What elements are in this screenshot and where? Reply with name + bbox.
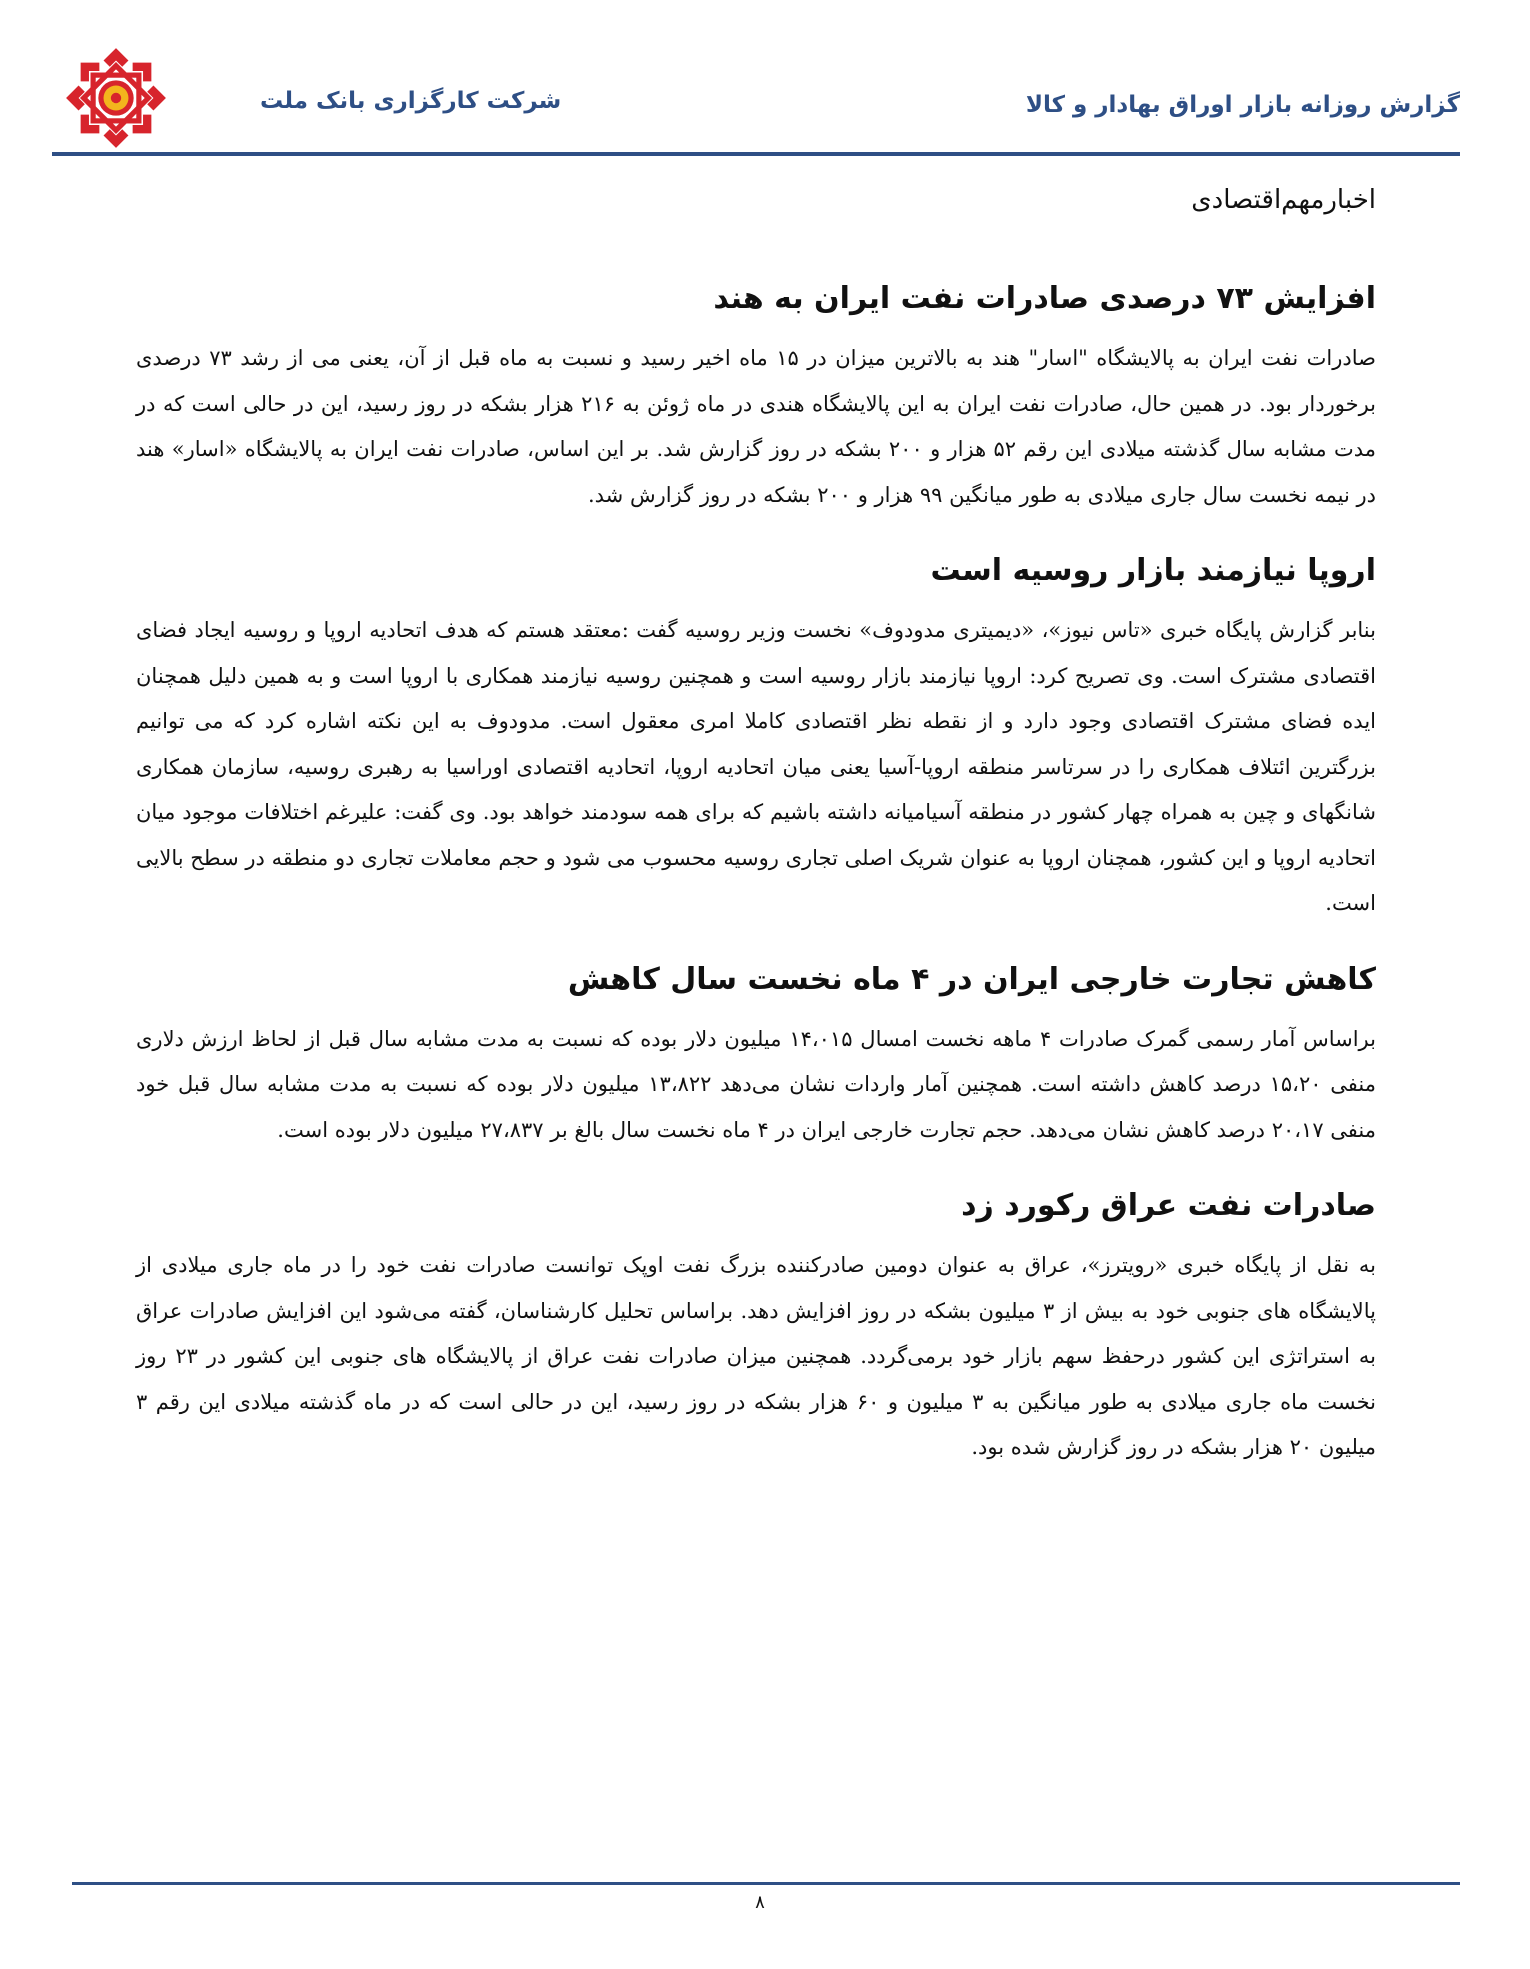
article-body: بنابر گزارش پایگاه خبری «تاس نیوز»، «دیمیتری مدودوف» نخست وزیر روسیه گفت :معتقد هستم که هدف اتحادیه اروپا و روسیه ایجاد فضای اقتصادی مشترک است. وی تصریح کرد: اروپا نیازمند بازار روسیه است و همچنین روسیه نیازمند همکاری با اروپا است و به همین دلیل همچنان ایده فضای مشترک اقتصادی وجود دارد و از نقطه نظر اقتصادی کاملا امری معقول است. مدودوف به این نکته اشاره کرد که می توانیم بزرگترین ائتلاف همکاری را در سرتاسر منطقه اروپا-آسیا یعنی میان اتحادیه اروپا، اتحادیه اقتصادی اوراسیا به رهبری روسیه، سازمان همکاری شانگهای و چین به همراه چهار کشور در منطقه آسیامیانه داشته باشیم که برای همه سودمند خواهد بود. وی گفت: علیرغم اختلافات موجود میان اتحادیه اروپا و این کشور، همچنان اروپا به عنوان شریک اصلی تجاری روسیه محسوب می شود و حجم معاملات تجاری دو منطقه در سطح بالایی است. (136, 618, 1376, 915)
bank-mellat-logo-icon (64, 46, 168, 150)
article-body: به نقل از پایگاه خبری «رویترز»، عراق به عنوان دومین صادرکننده بزرگ نفت اوپک توانست صادرات نفت خود را در ماه جاری میلادی از پالایشگاه های جنوبی خود به بیش از ۳ میلیون بشکه در روز افزایش دهد. براساس تحلیل کارشناسان، گفته می‌شود این افزایش صادرات عراق به استراتژی این کشور درحفظ سهم بازار خود برمی‌گردد. همچنین میزان صادرات نفت عراق از پالایشگاه های جنوبی این کشور در ۲۳ روز نخست ماه جاری میلادی به طور میانگین به ۳ میلیون و ۶۰ هزار بشکه در روز رسید، این در حالی است که در ماه گذشته میلادی این رقم ۳ میلیون ۲۰ هزار بشکه در روز گزارش شده بود. (136, 1253, 1377, 1459)
article-body: صادرات نفت ایران به پالایشگاه "اسار" هند به بالاترین میزان در ۱۵ ماه اخیر رسید و نسبت به ماه قبل از آن، یعنی می از رشد ۷۳ درصدی برخوردار بود. در همین حال، صادرات نفت ایران به این پالایشگاه هندی در ماه ژوئن به ۲۱۶ هزار بشکه در روز رسید، این در حالی است که در مدت مشابه سال گذشته میلادی این رقم ۵۲ هزار و ۲۰۰ بشکه در روز گزارش شد. بر این اساس، صادرات نفت ایران به پالایشگاه «اسار» هند در نیمه نخست سال جاری میلادی به طور میانگین ۹۹ هزار و ۲۰۰ بشکه در روز گزارش شد. (136, 346, 1377, 507)
news-article (136, 957, 1376, 1154)
article-headline: کاهش تجارت خارجی ایران در ۴ ماه نخست سال کاهش (567, 961, 1376, 997)
page-content (136, 180, 1376, 1501)
news-article (136, 1183, 1376, 1471)
article-headline: افزایش ۷۳ درصدی صادرات نفت ایران به هند (713, 281, 1376, 316)
company-name: شرکت کارگزاری بانک ملت (260, 88, 562, 114)
article-body: براساس آمار رسمی گمرک صادرات ۴ ماهه نخست امسال ۱۴،۰۱۵ میلیون دلار بوده که نسبت به مدت مشابه سال قبل از لحاظ ارزش دلاری منفی ۱۵،۲۰ درصد کاهش داشته است. همچنین آمار واردات نشان می‌دهد ۱۳،۸۲۲ میلیون دلار بوده که نسبت به مدت مشابه سال قبل خود منفی ۲۰،۱۷ درصد کاهش نشان می‌دهد. حجم تجارت خارجی ایران در ۴ ماه نخست سال بالغ بر ۲۷،۸۳۷ میلیون دلار بوده است. (136, 1026, 1376, 1142)
page-number: ۸ (755, 1892, 765, 1913)
article-headline: اروپا نیازمند بازار روسیه است (930, 553, 1376, 588)
footer-divider (72, 1882, 1460, 1885)
news-article (136, 548, 1376, 927)
header-divider (52, 152, 1460, 156)
article-headline: صادرات نفت عراق رکورد زد (961, 1188, 1376, 1223)
news-article (136, 276, 1376, 518)
page-header (52, 28, 1460, 156)
report-title: گزارش روزانه بازار اوراق بهادار و کالا (1025, 92, 1460, 118)
section-label: اخبارمهم‌اقتصادی (1191, 185, 1376, 215)
